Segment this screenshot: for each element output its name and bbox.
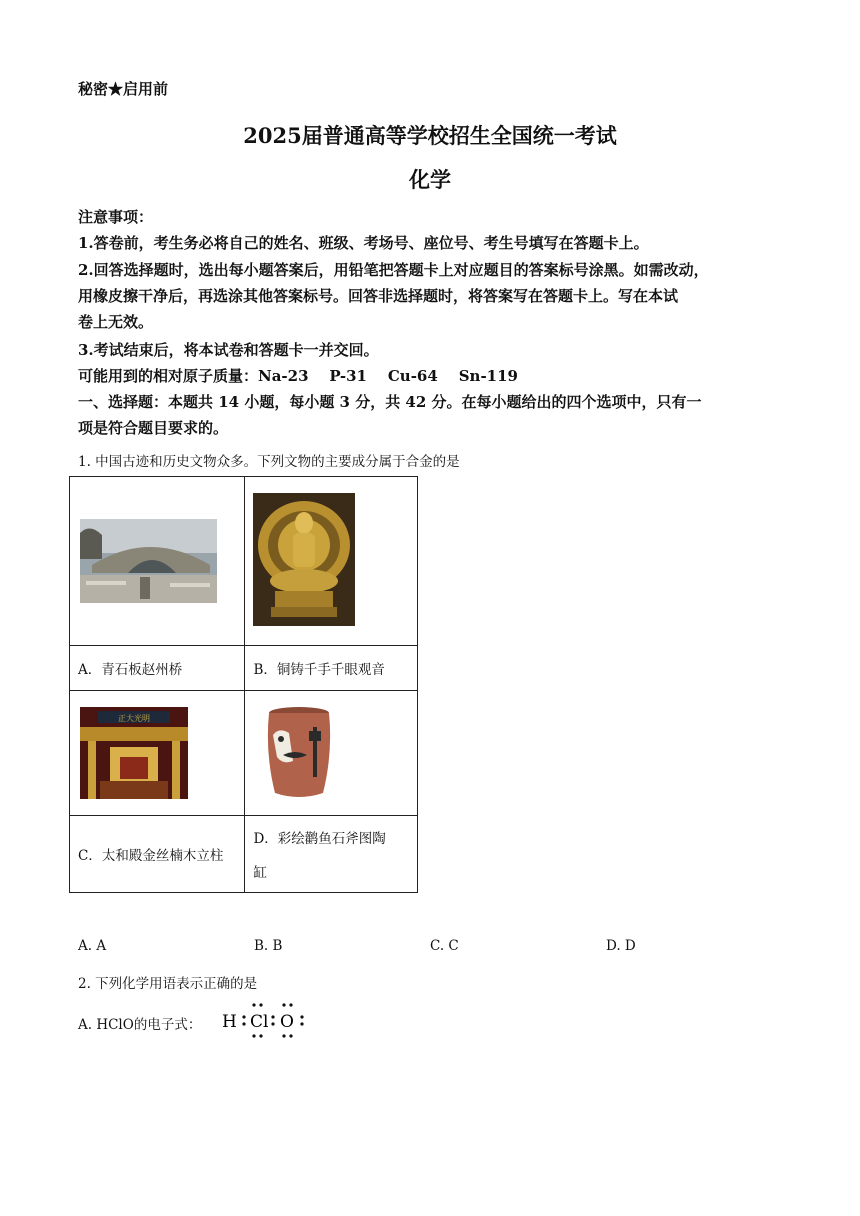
q1-cell-image-c (70, 691, 245, 816)
q1-answer-d: D. D (606, 938, 636, 954)
note-item-3: 3.考试结束后，将本试卷和答题卡一并交回。 (78, 341, 379, 359)
note-item-2-line-1: 2.回答选择题时，选出每小题答案后，用铅笔把答题卡上对应题目的答案标号涂黑。如需改动， (78, 261, 709, 279)
painted-pottery-jar-image (259, 705, 339, 801)
q2-option-a-prefix: A. HClO的电子式： (78, 1017, 202, 1033)
q1-answer-b: B. B (254, 938, 283, 954)
hclo-electron-formula (218, 1000, 314, 1040)
note-item-1: 1.答卷前，考生务必将自己的姓名、班级、考场号、座位号、考生号填写在答题卡上。 (78, 234, 649, 252)
subject-title: 化学 (409, 167, 451, 192)
q1-answer-c: C. C (430, 938, 459, 954)
note-item-2-line-3: 卷上无效。 (78, 313, 154, 331)
notes-heading: 注意事项： (78, 208, 154, 226)
q1-option-c-cell: C．太和殿金丝楠木立柱 (70, 816, 245, 893)
note-item-2-line-2: 用橡皮擦干净后，再选涂其他答案标号。回答非选择题时，将答案写在答题卡上。写在本试 (78, 287, 679, 305)
atomic-mass-line: 可能用到的相对原子质量：Na-23 P-31 Cu-64 Sn-119 (78, 367, 518, 385)
section1-line-2: 项是符合题目要求的。 (78, 419, 229, 437)
formula-h: H (222, 1012, 237, 1032)
exam-title: 2025届普通高等学校招生全国统一考试 (243, 123, 617, 148)
section1-line-1: 一、选择题：本题共 14 小题，每小题 3 分，共 42 分。在每小题给出的四个选项中，只有一 (78, 393, 702, 411)
zhaozhou-bridge-image (80, 519, 217, 603)
q1-table (69, 476, 418, 893)
q1-answer-a: A. A (78, 938, 107, 954)
plaque-text: 正大光明 (118, 714, 150, 723)
q1-option-a-cell: A．青石板赵州桥 (70, 646, 245, 691)
q1-option-d-cell (245, 816, 418, 893)
formula-o: O (280, 1012, 294, 1032)
q1-option-d-line-2: 缸 (253, 865, 267, 881)
secret-label: 秘密★启用前 (78, 80, 169, 98)
q1-option-d-line-1: D．彩绘鹳鱼石斧图陶 (253, 831, 386, 847)
bronze-guanyin-image (253, 493, 355, 626)
q2-stem: 2. 下列化学用语表示正确的是 (78, 976, 258, 992)
q1-stem: 1. 中国古迹和历史文物众多。下列文物的主要成分属于合金的是 (78, 454, 460, 470)
formula-cl: Cl (250, 1012, 269, 1032)
q1-option-b-cell: B．铜铸千手千眼观音 (245, 646, 418, 691)
q1-cell-image-d (245, 691, 418, 816)
taihe-hall-image (80, 707, 188, 799)
q1-cell-image-b (245, 477, 418, 646)
q1-cell-image-a (70, 477, 245, 646)
